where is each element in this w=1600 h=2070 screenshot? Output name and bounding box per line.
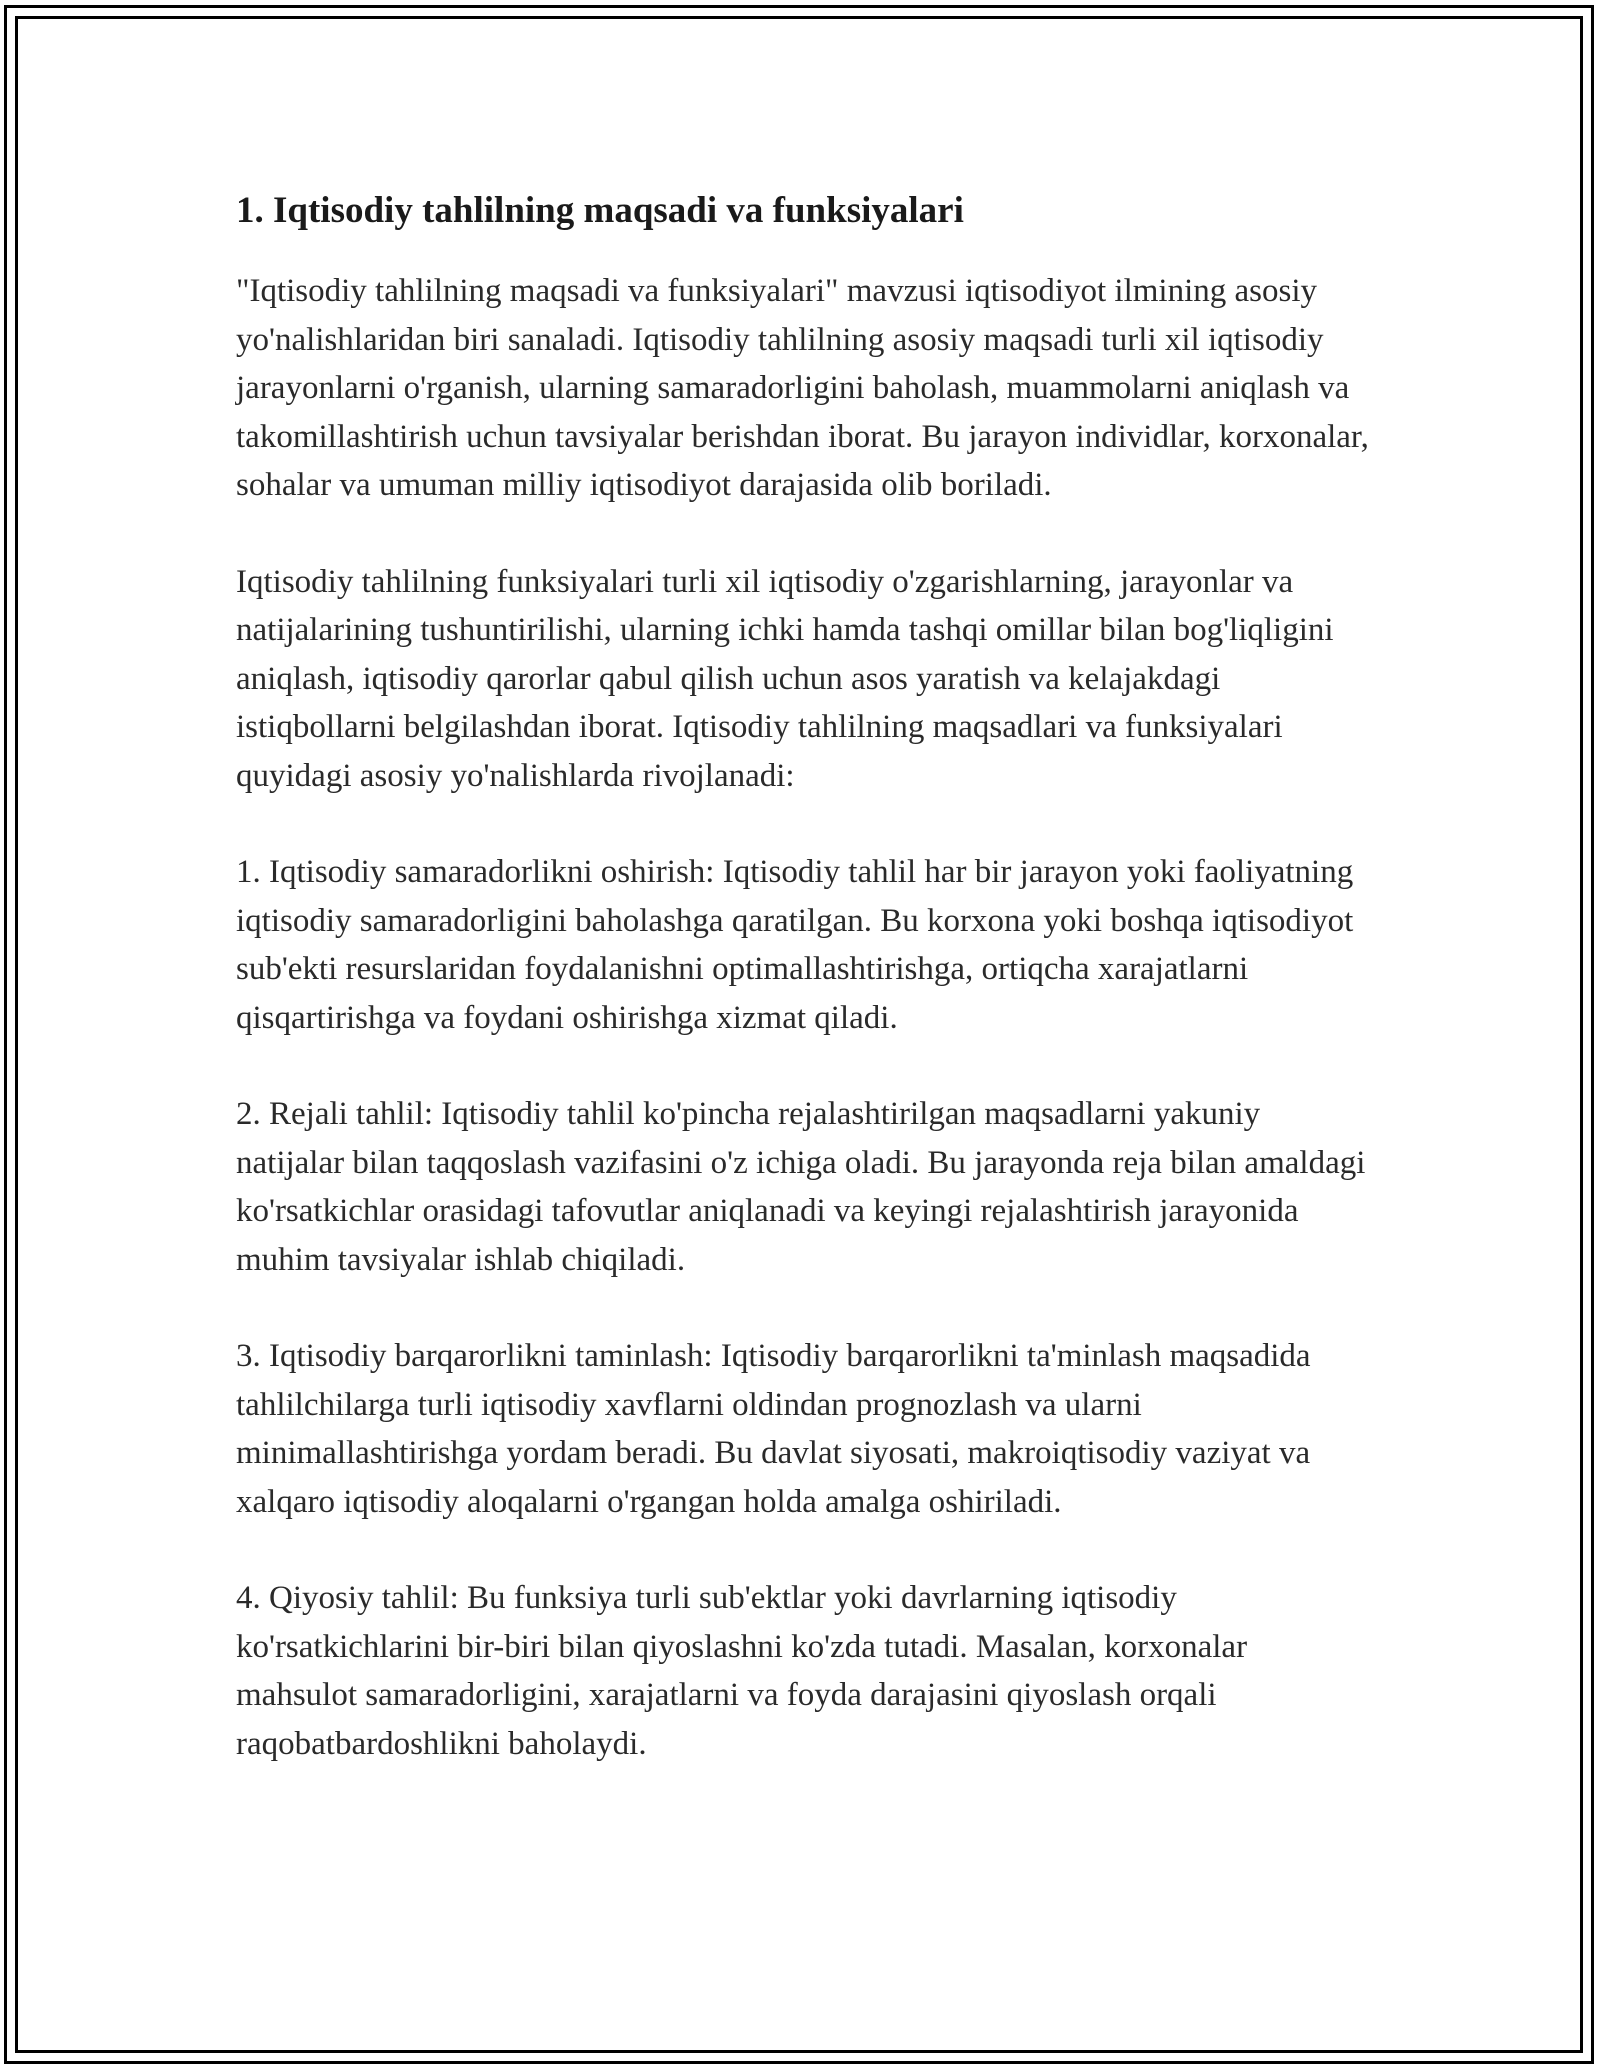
paragraph-item-3: 3. Iqtisodiy barqarorlikni taminlash: Iqtisodiy barqarorlikni ta'minlash maqsadida tahlilchilarga turli iqtisodiy xavflarni oldindan prognozlash va ularni minimallashtirishga yordam beradi. Bu davlat siyosati, makroiqtisodiy vaziyat va xalqaro iqtisodiy aloqalarni o'rgangan holda amalga oshiriladi. bbox=[236, 1338, 1311, 1520]
paragraph-functions: Iqtisodiy tahlilning funksiyalari turli xil iqtisodiy o'zgarishlarning, jarayonlar va natijalarining tushuntirilishi, ularning ichki hamda tashqi omillar bilan bog'liqligini aniqlash, iqtisodiy qarorlar qabul qilish uchun asos yaratish va kelajakdagi istiqbollarni belgilashdan iborat. Iqtisodiy tahlilning maqsadlari va funksiyalari quyidagi asosiy yo'nalishlarda rivojlanadi: bbox=[236, 563, 1334, 794]
document-body bbox=[236, 185, 1376, 1816]
paragraph-item-2: 2. Rejali tahlil: Iqtisodiy tahlil ko'pincha rejalashtirilgan maqsadlarni yakuniy natijalar bilan taqqoslash vazifasini o'z ichiga oladi. Bu jarayonda reja bilan amaldagi ko'rsatkichlar orasidagi tafovutlar aniqlanadi va keyingi rejalashtirish jarayonida muhim tavsiyalar ishlab chiqiladi. bbox=[236, 1096, 1366, 1278]
document-title: 1. Iqtisodiy tahlilning maqsadi va funksiyalari bbox=[236, 190, 964, 231]
paragraph-item-4: 4. Qiyosiy tahlil: Bu funksiya turli sub'ektlar yoki davrlarning iqtisodiy ko'rsatkichlarini bir-biri bilan qiyoslashni ko'zda tutadi. Masalan, korxonalar mahsulot samaradorligini, xarajatlarni va foyda darajasini qiyoslash orqali raqobatbardoshlikni baholaydi. bbox=[236, 1580, 1248, 1762]
paragraph-intro: "Iqtisodiy tahlilning maqsadi va funksiyalari" mavzusi iqtisodiyot ilmining asosiy yo'nalishlaridan biri sanaladi. Iqtisodiy tahlilning asosiy maqsadi turli xil iqtisodiy jarayonlarni o'rganish, ularning samaradorligini baholash, muammolarni aniqlash va takomillashtirish uchun tavsiyalar berishdan iborat. Bu jarayon individlar, korxonalar, sohalar va umuman milliy iqtisodiyot darajasida olib boriladi. bbox=[236, 273, 1369, 503]
paragraph-item-1: 1. Iqtisodiy samaradorlikni oshirish: Iqtisodiy tahlil har bir jarayon yoki faoliyatning iqtisodiy samaradorligini baholashga qaratilgan. Bu korxona yoki boshqa iqtisodiyot sub'ekti resurslaridan foydalanishni optimallashtirishga, ortiqcha xarajatlarni qisqartirishga va foydani oshirishga xizmat qiladi. bbox=[236, 854, 1354, 1036]
